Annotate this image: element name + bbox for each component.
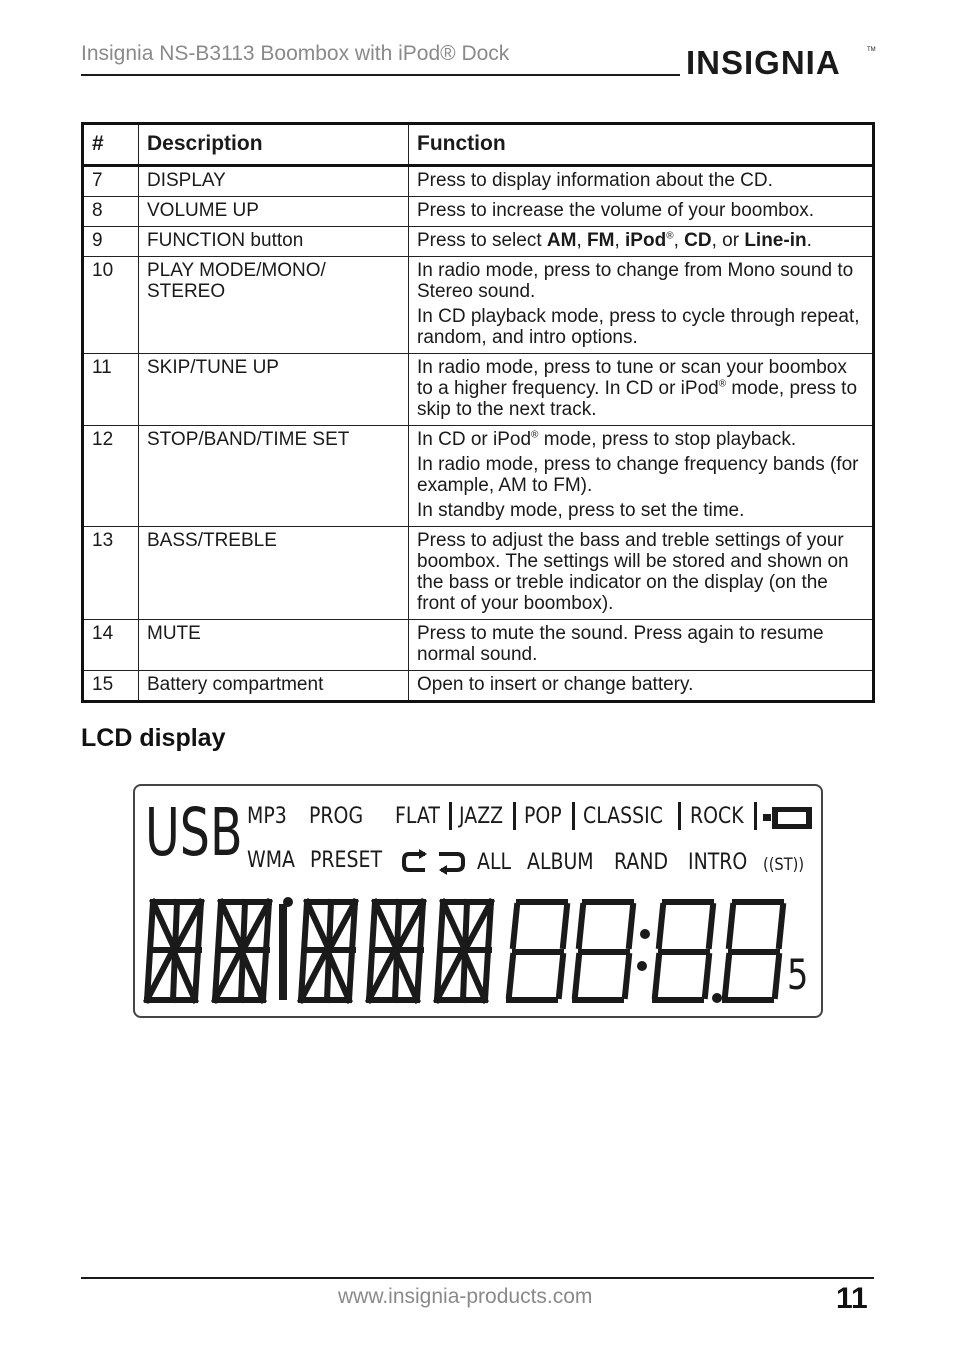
row-number: 9: [83, 227, 139, 257]
mode-line-in: Line-in: [744, 230, 807, 251]
segment-separator-bar: [279, 904, 287, 1000]
table-row: [83, 620, 874, 671]
lcd-flat-indicator: FLAT: [395, 804, 440, 829]
lcd-all-indicator: ALL: [477, 850, 512, 875]
eq-separator: [678, 802, 681, 830]
function-text: In radio mode, press to change from Mono sound to Stereo sound.: [417, 260, 854, 302]
table-row: [83, 426, 874, 527]
function-text: In standby mode, press to set the time.: [417, 500, 745, 521]
lcd-segment-digits: [143, 896, 803, 1008]
mode-ipod: iPod: [625, 230, 667, 251]
row-function: [409, 620, 874, 671]
eq-separator: [572, 802, 575, 830]
repeat-icon: [401, 848, 467, 876]
segment-char: [437, 902, 491, 1000]
row-description: PLAY MODE/MONO/ STEREO: [139, 257, 409, 354]
row-number: 8: [83, 197, 139, 227]
table-row: [83, 227, 874, 257]
table-row: [83, 527, 874, 620]
segment-digit: [509, 902, 567, 1000]
row-description: MUTE: [139, 620, 409, 671]
row-function: [409, 197, 874, 227]
eq-separator: [513, 802, 516, 830]
lcd-display-illustration: [133, 784, 823, 1018]
function-text: Open to insert or change battery.: [417, 674, 694, 695]
lcd-album-indicator: ALBUM: [527, 850, 594, 875]
segment-colon-dot: [637, 961, 647, 971]
lcd-jazz-indicator: JAZZ: [459, 804, 504, 829]
function-text: In CD or iPod® mode, press to stop playback.: [417, 429, 797, 450]
segment-char: [215, 902, 269, 1000]
insignia-logo: INSIGNIA: [686, 44, 841, 81]
lcd-mp3-indicator: MP3: [247, 804, 287, 829]
eq-separator: [449, 802, 452, 830]
header-rule: [81, 74, 680, 76]
table-row: [83, 671, 874, 702]
function-text: Press to display information about the CD.: [417, 170, 773, 191]
lcd-rand-indicator: RAND: [614, 850, 669, 875]
segment-char: [301, 902, 355, 1000]
row-description: STOP/BAND/TIME SET: [139, 426, 409, 527]
segment-char: [147, 902, 201, 1000]
row-function: [409, 527, 874, 620]
row-function: [409, 257, 874, 354]
row-description: DISPLAY: [139, 166, 409, 197]
row-description: VOLUME UP: [139, 197, 409, 227]
lcd-classic-indicator: CLASSIC: [583, 804, 663, 829]
row-function: [409, 671, 874, 702]
row-number: 11: [83, 354, 139, 426]
row-function: [409, 227, 874, 257]
row-number: 7: [83, 166, 139, 197]
lcd-wma-indicator: WMA: [247, 848, 295, 873]
page-number: 11: [836, 1282, 868, 1315]
function-text: Press to select AM, FM, iPod®, CD, or Line-in.: [417, 230, 812, 251]
section-title: LCD display: [81, 724, 226, 752]
row-number: 13: [83, 527, 139, 620]
battery-icon: [763, 805, 815, 831]
function-text: In radio mode, press to change frequency bands (for example, AM to FM).: [417, 454, 859, 496]
segment-decimal-dot: [712, 993, 722, 1003]
mode-fm: FM: [587, 230, 615, 251]
lcd-pop-indicator: POP: [524, 804, 562, 829]
segment-dot: [283, 897, 293, 907]
mode-cd: CD: [684, 230, 712, 251]
segment-digit: [655, 902, 713, 1000]
lcd-prog-indicator: PROG: [309, 804, 364, 829]
lcd-stereo-indicator: ((ST)): [763, 855, 805, 875]
row-function: [409, 354, 874, 426]
segment-char: [369, 902, 423, 1000]
segment-colon-dot: [640, 929, 650, 939]
logo-trademark: TM: [867, 47, 876, 53]
header-title: Insignia NS-B3113 Boombox with iPod® Dock: [81, 42, 510, 65]
table-row: [83, 354, 874, 426]
column-header-number: #: [83, 124, 139, 166]
column-header-description: Description: [139, 124, 409, 166]
row-number: 12: [83, 426, 139, 527]
footer-url: www.insignia-products.com: [338, 1285, 593, 1308]
function-text: Press to mute the sound. Press again to resume normal sound.: [417, 623, 824, 665]
lcd-usb-indicator: USB: [145, 794, 243, 871]
function-table: [81, 122, 875, 703]
table-row: [83, 257, 874, 354]
row-function: [409, 166, 874, 197]
function-text: In radio mode, press to tune or scan your boombox to a higher frequency. In CD or iPod® mode, press to skip to the next track.: [417, 357, 858, 420]
row-description: Battery compartment: [139, 671, 409, 702]
row-description: FUNCTION button: [139, 227, 409, 257]
column-header-function: Function: [409, 124, 874, 166]
lcd-rock-indicator: ROCK: [690, 804, 744, 829]
footer-rule: [81, 1277, 874, 1279]
function-text: In CD playback mode, press to cycle through repeat, random, and intro options.: [417, 306, 860, 348]
eq-separator: [754, 802, 757, 830]
table-row: [83, 197, 874, 227]
row-number: 15: [83, 671, 139, 702]
table-row: [83, 166, 874, 197]
function-text: Press to adjust the bass and treble settings of your boombox. The settings will be stored and shown on the bass or treble indicator on the display (on the front of your boombox).: [417, 530, 849, 614]
segment-digit: [575, 902, 633, 1000]
segment-digit: [725, 902, 783, 1000]
mode-am: AM: [546, 230, 577, 251]
row-number: 14: [83, 620, 139, 671]
row-function: [409, 426, 874, 527]
row-description: BASS/TREBLE: [139, 527, 409, 620]
function-text: Press to increase the volume of your boombox.: [417, 200, 815, 221]
lcd-intro-indicator: INTRO: [688, 850, 748, 875]
row-description: SKIP/TUNE UP: [139, 354, 409, 426]
lcd-small-digit: 5: [787, 950, 809, 999]
table-header-row: [83, 124, 874, 166]
row-number: 10: [83, 257, 139, 354]
lcd-preset-indicator: PRESET: [310, 848, 383, 873]
